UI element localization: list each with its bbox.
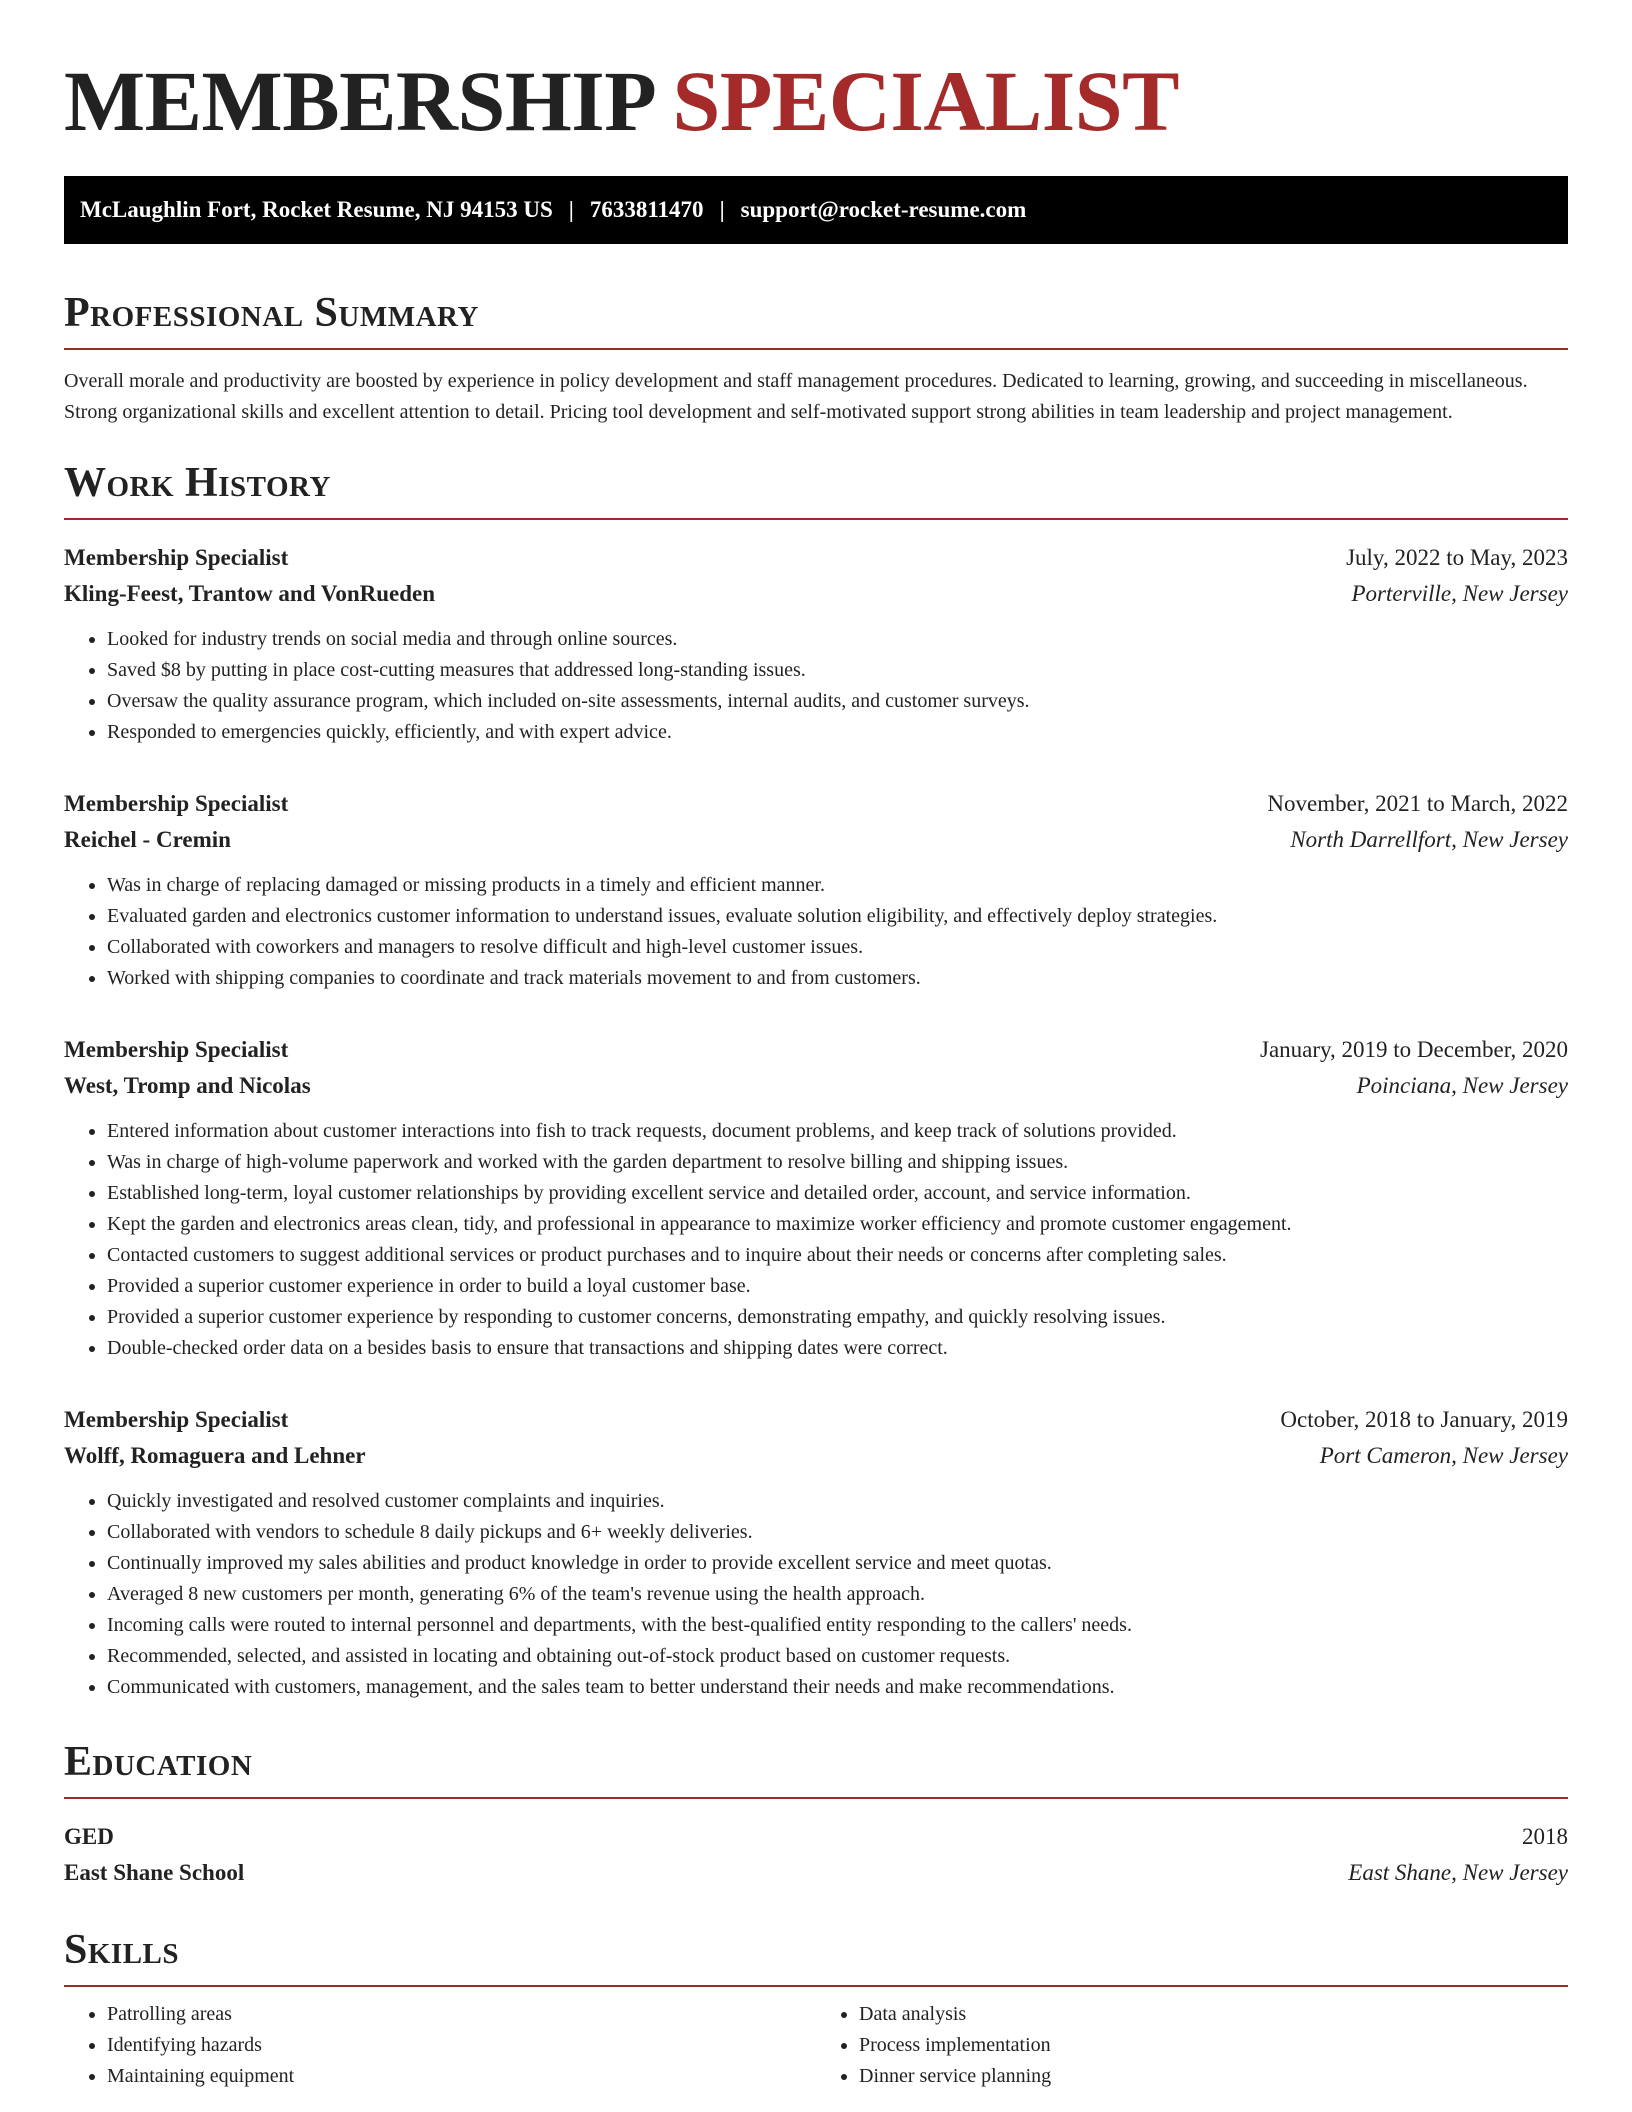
job-bullet: • Evaluated garden and electronics customer information to understand issues, evaluate solution eligibility, and effectively deploy strategies. bbox=[107, 901, 1568, 932]
job-title: Membership Specialist bbox=[64, 1407, 289, 1432]
job-bullet: • Was in charge of replacing damaged or missing products in a timely and efficient manner. bbox=[107, 870, 1568, 901]
work-history-heading: Work History bbox=[64, 462, 1568, 520]
job-dates: January, 2019 to December, 2020 bbox=[1260, 1037, 1568, 1062]
job-bullet: • Averaged 8 new customers per month, generating 6% of the team's revenue using the health approach. bbox=[107, 1579, 1568, 1610]
job-bullet: • Responded to emergencies quickly, efficiently, and with expert advice. bbox=[107, 717, 1568, 748]
job-bullet: • Worked with shipping companies to coordinate and track materials movement to and from customers. bbox=[107, 963, 1568, 994]
title-part-2: SPECIALIST bbox=[672, 53, 1179, 149]
education-location: East Shane, New Jersey bbox=[1348, 1860, 1568, 1885]
job-location: Porterville, New Jersey bbox=[1351, 581, 1568, 606]
job-bullet: • Continually improved my sales abilities and product knowledge in order to provide excellent service and meet quotas. bbox=[107, 1548, 1568, 1579]
contact-email: support@rocket-resume.com bbox=[740, 197, 1027, 222]
job-bullet: • Incoming calls were routed to internal personnel and departments, with the best-qualified entity responding to the callers' needs. bbox=[107, 1610, 1568, 1641]
job-bullet: • Recommended, selected, and assisted in locating and obtaining out-of-stock product based on customer requests. bbox=[107, 1641, 1568, 1672]
contact-address: McLaughlin Fort, Rocket Resume, NJ 94153 US bbox=[80, 197, 553, 222]
education-degree: GED bbox=[64, 1824, 114, 1849]
skill-item: • Process implementation bbox=[859, 2030, 1568, 2061]
job-bullet: • Oversaw the quality assurance program, which included on-site assessments, internal audits, and customer surveys. bbox=[107, 686, 1568, 717]
job-bullet: • Collaborated with coworkers and managers to resolve difficult and high-level customer issues. bbox=[107, 932, 1568, 963]
job-bullet: • Double-checked order data on a besides basis to ensure that transactions and shipping dates were correct. bbox=[107, 1333, 1568, 1364]
job-location: Port Cameron, New Jersey bbox=[1319, 1443, 1568, 1468]
job-bullet: • Entered information about customer interactions into fish to track requests, document problems, and keep track of solutions provided. bbox=[107, 1116, 1568, 1147]
contact-bar bbox=[64, 176, 1568, 244]
skill-item: • Maintaining equipment bbox=[107, 2061, 816, 2092]
skill-item: • Data analysis bbox=[859, 1999, 1568, 2030]
title-part-1: MEMBERSHIP bbox=[64, 53, 652, 149]
skill-item: • Patrolling areas bbox=[107, 1999, 816, 2030]
summary-text: Overall morale and productivity are boosted by experience in policy development and staff management procedures. Dedicated to learning, growing, and succeeding in miscellaneous. Strong organizational skills and excellent attention to detail. Pricing tool development and self-motivated support strong abilities in team leadership and project management. bbox=[64, 370, 1528, 423]
job-bullet: • Kept the garden and electronics areas clean, tidy, and professional in appearance to maximize worker efficiency and promote customer engagement. bbox=[107, 1209, 1568, 1240]
job-title: Membership Specialist bbox=[64, 545, 289, 570]
job-entry bbox=[64, 1402, 1568, 1703]
job-dates: October, 2018 to January, 2019 bbox=[1280, 1407, 1568, 1432]
contact-separator: | bbox=[719, 197, 725, 222]
job-company: Reichel - Cremin bbox=[64, 827, 231, 852]
job-bullets bbox=[64, 624, 1568, 748]
job-dates: November, 2021 to March, 2022 bbox=[1267, 791, 1568, 816]
job-bullets bbox=[64, 1116, 1568, 1364]
job-location: Poinciana, New Jersey bbox=[1356, 1073, 1568, 1098]
job-bullet: • Provided a superior customer experience by responding to customer concerns, demonstrating empathy, and quickly resolving issues. bbox=[107, 1302, 1568, 1333]
job-entry bbox=[64, 540, 1568, 748]
job-location: North Darrellfort, New Jersey bbox=[1290, 827, 1568, 852]
job-bullet: • Collaborated with vendors to schedule 8 daily pickups and 6+ weekly deliveries. bbox=[107, 1517, 1568, 1548]
job-entry bbox=[64, 1032, 1568, 1364]
job-title: Membership Specialist bbox=[64, 791, 289, 816]
job-bullet: • Communicated with customers, management, and the sales team to better understand their needs and make recommendations. bbox=[107, 1672, 1568, 1703]
job-bullets bbox=[64, 1486, 1568, 1703]
job-bullet: • Was in charge of high-volume paperwork and worked with the garden department to resolve billing and shipping issues. bbox=[107, 1147, 1568, 1178]
job-company: Wolff, Romaguera and Lehner bbox=[64, 1443, 366, 1468]
contact-phone: 7633811470 bbox=[589, 197, 704, 222]
education-year: 2018 bbox=[1522, 1824, 1568, 1849]
job-bullet: • Looked for industry trends on social media and through online sources. bbox=[107, 624, 1568, 655]
education-heading: Education bbox=[64, 1741, 1568, 1799]
job-company: Kling-Feest, Trantow and VonRueden bbox=[64, 581, 436, 606]
job-bullet: • Contacted customers to suggest additional services or product purchases and to inquire about their needs or concerns after completing sales. bbox=[107, 1240, 1568, 1271]
skills-heading: Skills bbox=[64, 1929, 1568, 1987]
job-bullet: • Saved $8 by putting in place cost-cutting measures that addressed long-standing issues. bbox=[107, 655, 1568, 686]
education-entry bbox=[64, 1819, 1568, 1891]
skills-column-left bbox=[64, 1999, 816, 2092]
skills-list bbox=[64, 1999, 1568, 2092]
education-school: East Shane School bbox=[64, 1860, 245, 1885]
job-entry bbox=[64, 786, 1568, 994]
skill-item: • Dinner service planning bbox=[859, 2061, 1568, 2092]
job-company: West, Tromp and Nicolas bbox=[64, 1073, 311, 1098]
summary-heading: Professional Summary bbox=[64, 292, 1568, 350]
skill-item: • Identifying hazards bbox=[107, 2030, 816, 2061]
skills-column-right bbox=[816, 1999, 1568, 2092]
resume-title bbox=[64, 0, 1568, 176]
job-bullets bbox=[64, 870, 1568, 994]
job-bullet: • Provided a superior customer experience in order to build a loyal customer base. bbox=[107, 1271, 1568, 1302]
job-dates: July, 2022 to May, 2023 bbox=[1346, 545, 1568, 570]
job-title: Membership Specialist bbox=[64, 1037, 289, 1062]
job-bullet: • Quickly investigated and resolved customer complaints and inquiries. bbox=[107, 1486, 1568, 1517]
job-bullet: • Established long-term, loyal customer relationships by providing excellent service and detailed order, account, and service information. bbox=[107, 1178, 1568, 1209]
contact-separator: | bbox=[568, 197, 574, 222]
